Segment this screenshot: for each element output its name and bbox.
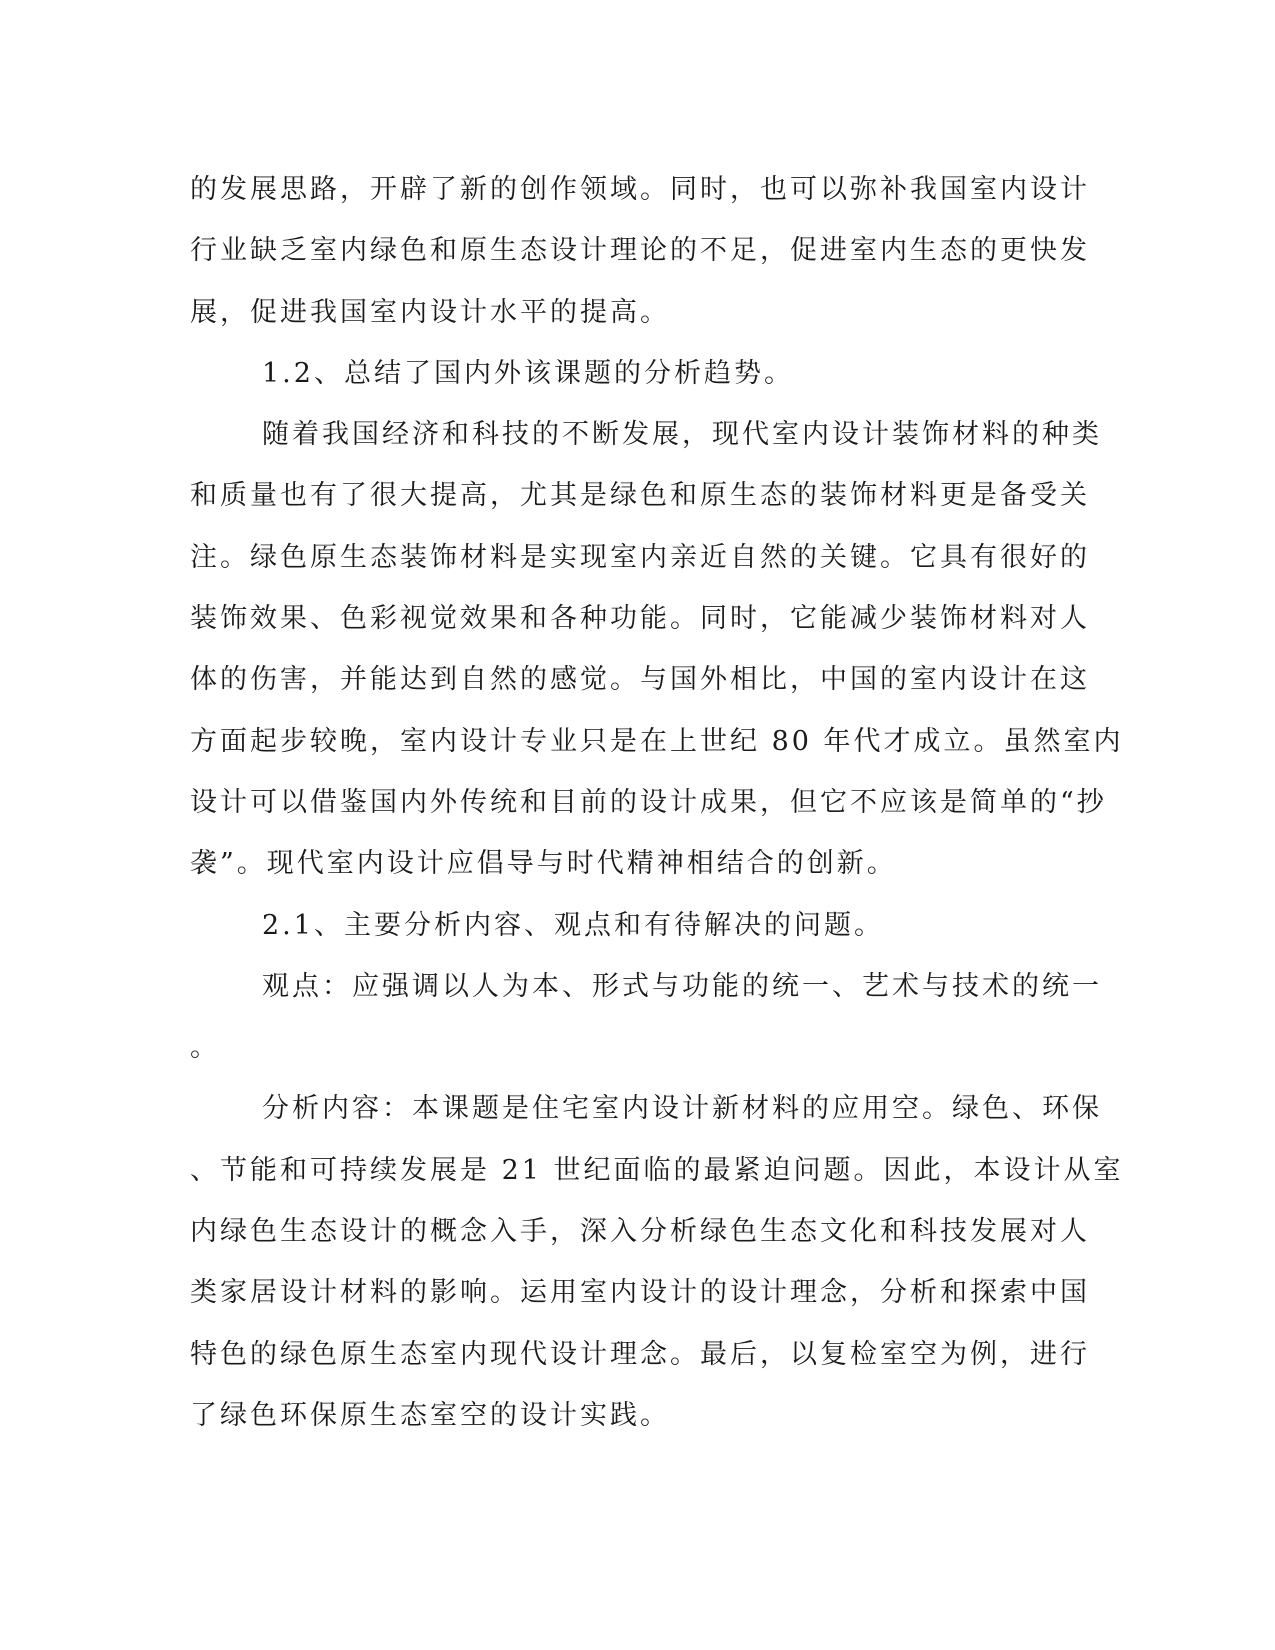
text-line: 了绿色环保原生态室空的设计实践。 <box>190 1399 670 1431</box>
text-line: 特色的绿色原生态室内现代设计理念。最后，以复检室空为例，进行 <box>190 1338 1090 1370</box>
text-line: 观点：应强调以人为本、形式与功能的统一、艺术与技术的统一 <box>262 970 1102 1002</box>
text-line: 类家居设计材料的影响。运用室内设计的设计理念，分析和探索中国 <box>190 1277 1090 1309</box>
text-line: 的发展思路，开辟了新的创作领域。同时，也可以弥补我国室内设计 <box>190 174 1090 205</box>
section-heading: 1.2、总结了国内外该课题的分析趋势。 <box>262 357 794 389</box>
text-line: 分析内容：本课题是住宅室内设计新材料的应用空。绿色、环保 <box>262 1093 1102 1125</box>
text-line: 内绿色生态设计的概念入手，深入分析绿色生态文化和科技发展对人 <box>190 1216 1090 1248</box>
text-line: 和质量也有了很大提高，尤其是绿色和原生态的装饰材料更是备受关 <box>190 480 1090 512</box>
text-line: 。 <box>190 1032 220 1064</box>
text-line: 行业缺乏室内绿色和原生态设计理论的不足，促进室内生态的更快发 <box>190 235 1090 267</box>
text-line: 装饰效果、色彩视觉效果和各种功能。同时，它能减少装饰材料对人 <box>190 603 1090 635</box>
text-line: 体的伤害，并能达到自然的感觉。与国外相比，中国的室内设计在这 <box>190 664 1090 696</box>
body-text <box>190 159 1124 1446</box>
text-line: 随着我国经济和科技的不断发展，现代室内设计装饰材料的种类 <box>262 419 1102 451</box>
text-line: 方面起步较晚，室内设计专业只是在上世纪 80 年代才成立。虽然室内 <box>190 725 1124 757</box>
text-line: 展，促进我国室内设计水平的提高。 <box>190 296 670 328</box>
text-line: 设计可以借鉴国内外传统和目前的设计成果，但它不应该是简单的“抄 <box>190 786 1107 818</box>
section-heading: 2.1、主要分析内容、观点和有待解决的问题。 <box>262 909 884 941</box>
text-line: 注。绿色原生态装饰材料是实现室内亲近自然的关键。它具有很好的 <box>190 541 1090 573</box>
text-line: 袭”。现代室内设计应倡导与时代精神相结合的创新。 <box>190 848 897 880</box>
text-line: 、节能和可持续发展是 21 世纪面临的最紧迫问题。因此，本设计从室 <box>190 1154 1124 1186</box>
